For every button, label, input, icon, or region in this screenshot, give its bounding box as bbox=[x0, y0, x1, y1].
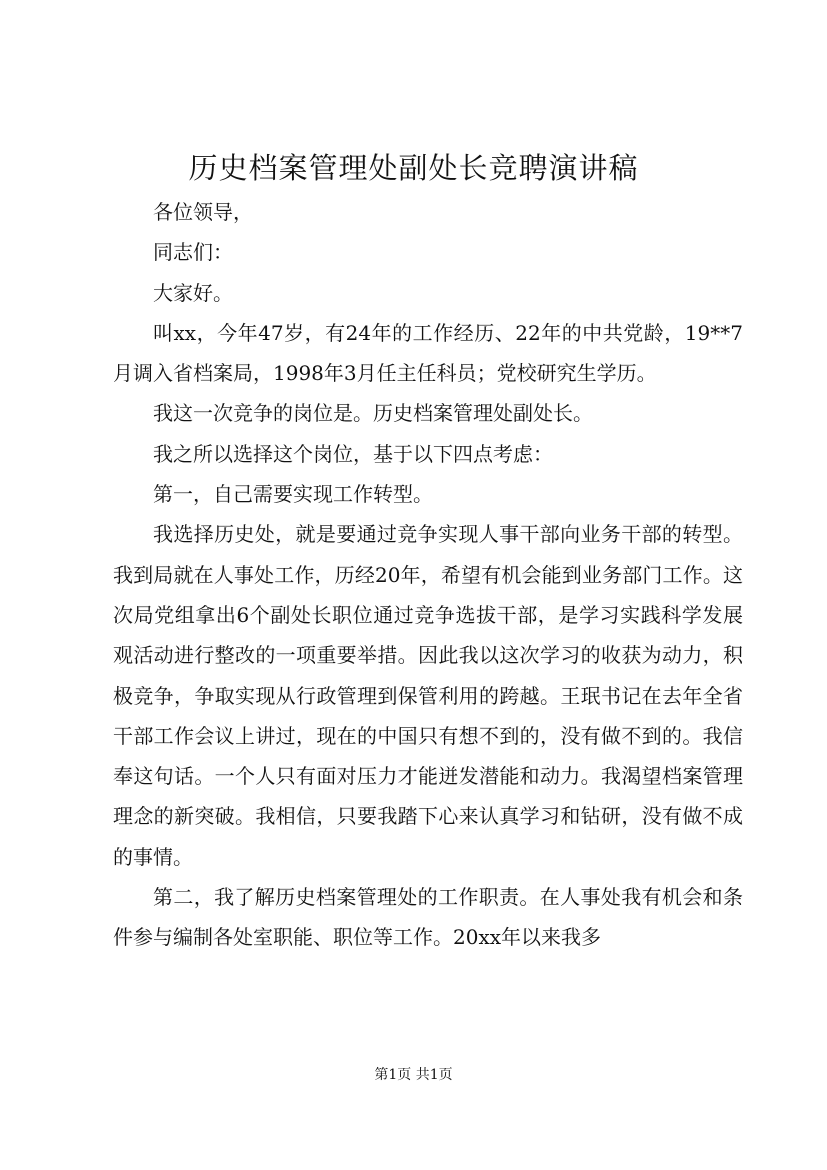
paragraph-salutation-leaders: 各位领导， bbox=[153, 200, 253, 224]
document-title: 历史档案管理处副处长竞聘演讲稿 bbox=[188, 151, 639, 185]
paragraph-reason-one-heading: 第一，自己需要实现工作转型。 bbox=[153, 482, 433, 507]
document-body bbox=[113, 192, 743, 958]
paragraph-self-introduction: 叫xx，今年47岁，有24年的工作经历、22年的中共党龄，19**7月调入省档案局，1998年3月任主任科员；党校研究生学历。 bbox=[113, 320, 743, 386]
paragraph-target-position: 我这一次竞争的岗位是。历史档案管理处副处长。 bbox=[153, 401, 593, 426]
paragraph-greeting: 大家好。 bbox=[153, 280, 233, 305]
paragraph-reason-two: 第二，我了解历史档案管理处的工作职责。在人事处我有机会和条件参与编制各处室职能、职位等工作。20xx年以来我多 bbox=[113, 885, 743, 950]
page-footer: 第1页 共1页 bbox=[374, 1067, 453, 1083]
paragraph-reasons-intro: 我之所以选择这个岗位，基于以下四点考虑： bbox=[153, 441, 553, 466]
paragraph-salutation-comrades: 同志们： bbox=[153, 240, 233, 265]
paragraph-reason-one-detail: 我选择历史处，就是要通过竞争实现人事干部向业务干部的转型。我到局就在人事处工作，历经20年，希望有机会能到业务部门工作。这次局党组拿出6个副处长职位通过竞争选拔干部，是学习实践科学发展观活动进行整改的一项重要举措。因此我以这次学习的收获为动力，积极竞争，争取实现从行政管理到保管利用的跨越。王珉书记在去年全省干部工作会议上讲过，现在的中国只有想不到的，没有做不到的。我信奉这句话。一个人只有面对压力才能迸发潜能和动力。我渴望档案管理理念的新突破。我相信，只要我踏下心来认真学习和钻研，没有做不成的事情。 bbox=[113, 522, 743, 869]
